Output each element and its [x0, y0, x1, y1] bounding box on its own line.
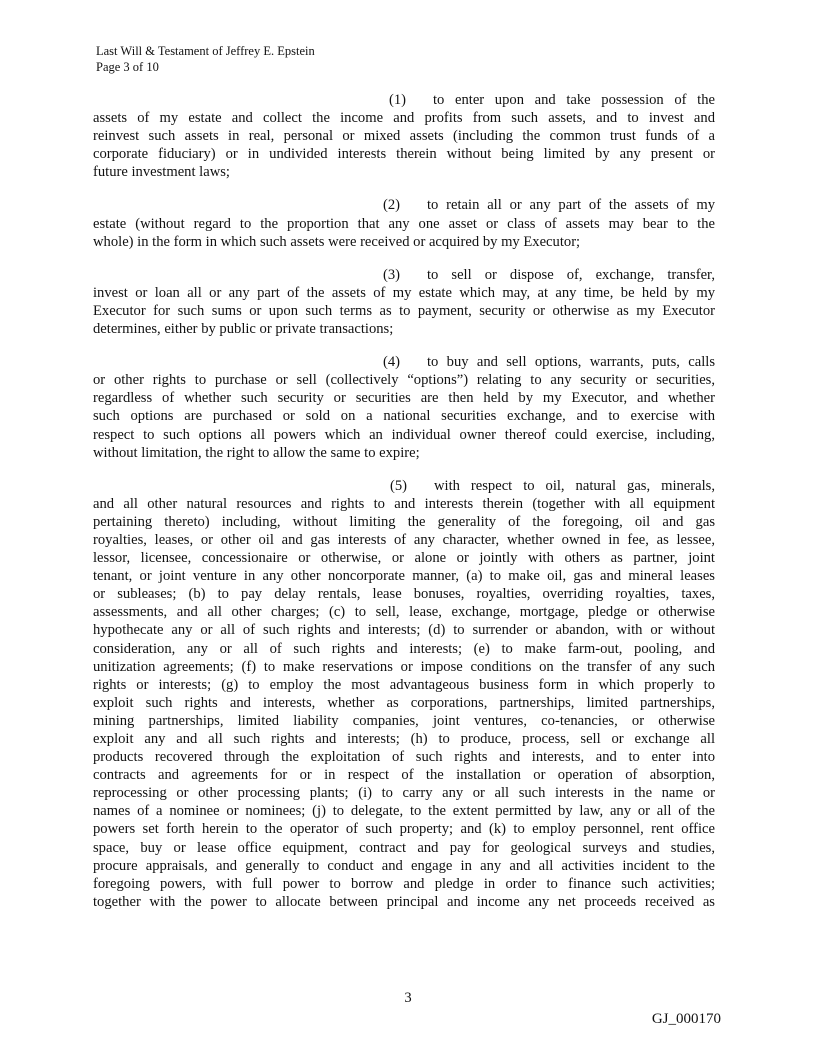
- text-line: Executor for such sums or upon such terms as to payment, security or otherwise as my Executor: [93, 302, 715, 319]
- page-number: 3: [404, 990, 412, 1006]
- text-line: invest or loan all or any part of the assets of my estate which may, at any time, be held by my: [93, 284, 715, 301]
- text-line: and all other natural resources and rights to and interests therein (together with all equipment: [93, 495, 715, 512]
- lead-text: to buy and sell options, warrants, puts, calls: [427, 354, 715, 371]
- text-line: determines, either by public or private transactions;: [93, 321, 394, 338]
- text-line: space, buy or lease office equipment, contract and pay for geological surveys and studies,: [93, 839, 715, 856]
- paragraph-3: [93, 266, 715, 338]
- paragraph-lead: [93, 266, 715, 284]
- bates-number: GJ_000170: [651, 1011, 721, 1027]
- text-line: contracts and agreements for or in respect of the installation or operation of absorption,: [93, 767, 715, 784]
- item-number: (5): [390, 477, 408, 494]
- text-line: assessments, and all other charges; (c) to sell, lease, exchange, mortgage, pledge or otherwise: [93, 604, 715, 621]
- document-body: [93, 91, 715, 926]
- paragraph-lead: [93, 91, 715, 109]
- text-line: hypothecate any or all of such rights and interests; (d) to surrender or abandon, with or without: [93, 622, 715, 639]
- text-line: rights or interests; (g) to employ the most advantageous business form in which properly to: [93, 676, 715, 693]
- text-line: unitization agreements; (f) to make reservations or impose conditions on the transfer of any such: [93, 658, 715, 675]
- text-line: estate (without regard to the proportion that any one asset or class of assets may bear to the: [93, 215, 715, 232]
- text-line: pertaining thereto) including, without limiting the generality of the foregoing, oil and gas: [93, 513, 715, 530]
- paragraph-lead: [93, 477, 715, 495]
- text-line: products recovered through the exploitation of such rights and interests, and to enter into: [93, 749, 715, 766]
- text-line: mining partnerships, limited liability companies, joint ventures, co-tenancies, or otherwise: [93, 712, 715, 729]
- text-line: royalties, leases, or other oil and gas interests of any character, whether owned in fee, as lessee,: [93, 531, 715, 548]
- text-line: respect to such options all powers which an individual owner thereof could exercise, including,: [93, 426, 715, 443]
- text-line: or other rights to purchase or sell (collectively “options”) relating to any security or securities,: [93, 372, 715, 389]
- item-number: (4): [383, 354, 401, 371]
- text-line: tenant, or joint venture in any other noncorporate manner, (a) to make oil, gas and mineral leases: [93, 568, 715, 585]
- lead-text: to retain all or any part of the assets of my: [427, 197, 715, 214]
- document-title: Last Will & Testament of Jeffrey E. Epstein: [96, 44, 315, 58]
- text-line: consideration, any or all of such rights and interests; (e) to make farm-out, pooling, and: [93, 640, 715, 657]
- paragraph-2: [93, 196, 715, 250]
- text-line: such options are purchased or sold on a national securities exchange, and to exercise with: [93, 408, 715, 425]
- item-number: (1): [389, 92, 407, 108]
- text-line: together with the power to allocate between principal and income any net proceeds received as: [93, 893, 715, 910]
- text-line: or subleases; (b) to pay delay rentals, lease bonuses, royalties, overriding royalties, taxes,: [93, 586, 715, 603]
- paragraph-lead: [93, 196, 715, 214]
- text-line: lessor, licensee, concessionaire or otherwise, or alone or jointly with others as partner, joint: [93, 550, 715, 567]
- text-line: reprocessing or other processing plants; (i) to carry any or all such interests in the name or: [93, 785, 715, 802]
- document-header: [96, 43, 315, 75]
- paragraph-5: [93, 477, 715, 911]
- text-line: reinvest such assets in real, personal or mixed assets (including the common trust funds of a: [93, 128, 715, 145]
- text-line: procure appraisals, and generally to conduct and engage in any and all activities incident to the: [93, 857, 715, 874]
- page-indicator: Page 3 of 10: [96, 60, 159, 74]
- text-line: without limitation, the right to allow the same to expire;: [93, 444, 420, 461]
- text-line: future investment laws;: [93, 164, 230, 181]
- lead-text: with respect to oil, natural gas, minerals,: [434, 477, 715, 494]
- text-line: regardless of whether such security or securities are then held by my Executor, and whether: [93, 390, 715, 407]
- text-line: powers set forth herein to the operator of such property; and (k) to employ personnel, rent office: [93, 821, 715, 838]
- lead-text: to enter upon and take possession of the: [433, 92, 715, 108]
- item-number: (3): [383, 266, 401, 283]
- paragraph-1: [93, 91, 715, 181]
- item-number: (2): [383, 197, 401, 214]
- text-line: names of a nominee or nominees; (j) to delegate, to the extent permitted by law, any or all of the: [93, 803, 715, 820]
- lead-text: to sell or dispose of, exchange, transfer,: [427, 266, 715, 283]
- text-line: foregoing powers, with full power to borrow and pledge in order to finance such activities;: [93, 875, 715, 892]
- text-line: exploit such rights and interests, whether as corporations, partnerships, limited partnerships,: [93, 694, 715, 711]
- paragraph-4: [93, 353, 715, 462]
- text-line: whole) in the form in which such assets were received or acquired by my Executor;: [93, 233, 581, 250]
- paragraph-lead: [93, 353, 715, 371]
- text-line: corporate fiduciary) or in undivided interests therein without being limited by any present or: [93, 146, 715, 163]
- text-line: exploit any and all such rights and interests; (h) to produce, process, sell or exchange all: [93, 731, 715, 747]
- text-line: assets of my estate and collect the income and profits from such assets, and to invest and: [93, 110, 715, 127]
